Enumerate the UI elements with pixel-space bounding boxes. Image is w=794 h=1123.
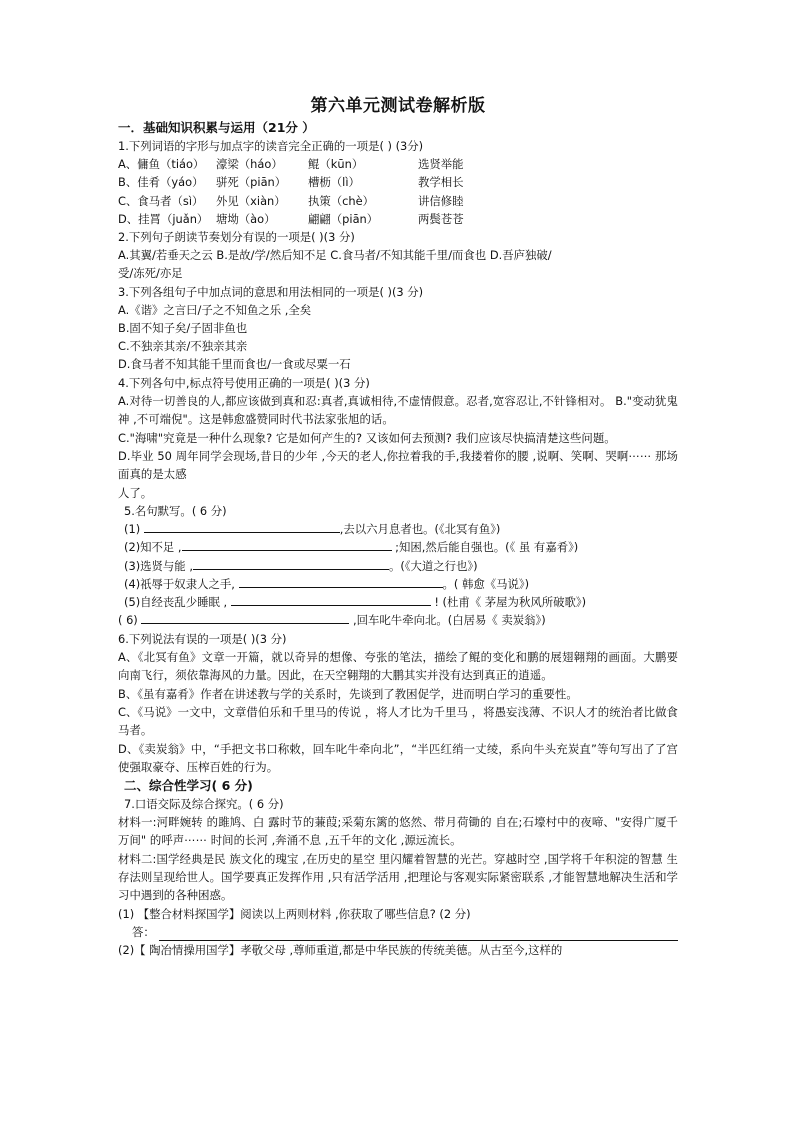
q3-option-b: B.固不知子矣/子固非鱼也 [118,321,248,336]
q1-option-cell: 外见（xiàn） [216,193,286,208]
q1-options [118,155,678,228]
q5-6-blank[interactable] [141,611,349,624]
q1-option-cell: 翩翩（piān） [308,211,379,226]
section-2-heading: 二、综合性学习( 6 分) [124,777,253,793]
q5-2-source: ;知困,然后能自强也。(《 虽 有嘉肴》) [391,540,579,555]
q1-stem: 1.下列词语的字形与加点字的读音完全正确的一项是( ) (3分) [118,139,424,153]
q5-line-4 [118,575,678,593]
exam-page [118,96,678,959]
q7-material-1: 材料一:河畔婉转 的雎鸠、白 露时节的蒹葭;采菊东篱的悠然、带月荷锄的 自在;石壕村中的夜啼、"安得广厦千万间" 的呼声⋯⋯ 时间的长河 ,奔涌不息 ,五千年的文化 ,源远流长。 [118,814,678,848]
q1-option-cell: A、傭鱼（tiáo） [118,157,205,172]
q7-stem: 7.口语交际及综合探究。( 6 分) [124,796,284,811]
q5-4-blank[interactable] [239,575,443,588]
q1-option-cell: C、食马者（sì） [118,193,204,208]
q6-option-c: C、《马说》一文中，文章借伯乐和千里马的传说 ，将人才比为千里马 ，将愚妄浅薄、不识人才的统治者比做食马者。 [118,704,678,738]
q5-6-source: ,回车叱牛牵向北。(白居易《 卖炭翁》) [349,613,546,628]
q1-option-cell: 执策（chè） [308,193,375,208]
q1-option-cell: B、佳肴（yáo） [118,175,204,190]
q1-option-cell: 濠梁（háo） [216,157,283,172]
q5-line-5 [118,593,678,611]
q5-1-blank[interactable] [144,520,340,533]
q5-stem: 5.名句默写。( 6 分) [124,504,227,519]
q1-option-cell: 两鬓苍苍 [418,211,464,226]
q5-1-label: (1) [124,522,144,537]
q5-4-label: (4)祇辱于奴隶人之手, [124,576,239,591]
q6-option-d: D、《卖炭翁》中，“手把文书口称敕，回车叱牛牵向北”，“半匹红绡一丈绫，系向牛头充炭直”等句写出了了宫使强取豪夺、压榨百姓的行为。 [118,741,678,775]
q3-stem: 3.下列各组句子中加点词的意思和用法相同的一项是( )(3 分) [118,284,424,299]
q5-line-3 [118,557,678,575]
q3-option-a: A.《谐》之言曰/子之不知鱼之乐 ,全矣 [118,302,312,317]
q5-line-6 [118,611,678,629]
q1-option-cell: 骈死（piān） [216,175,287,190]
q1-option-row [118,155,678,173]
q5-2-blank[interactable] [182,538,392,551]
q5-6-label: ( 6) [118,613,142,628]
q1-option-cell: 塘坳（ào） [216,211,276,226]
q5-5-label: (5)自经丧乱少睡眠 , [124,595,231,610]
q1-option-row [118,173,678,191]
q1-option-cell: 讲信修睦 [418,193,464,208]
q6-option-b: B、《虽有嘉肴》作者在讲述教与学的关系时，先谈到了教困促学，进而明白学习的重要性。 [118,686,578,701]
q2-options-line2: 受/冻死/亦足 [118,266,183,281]
q3-option-c: C.不独亲其亲/不独亲其亲 [118,339,248,354]
q4-option-c: C."海啸"究竟是一种什么现象? 它是如何产生的? 又该如何去预测? 我们应该尽快搞清楚这些问题。 [118,430,616,445]
q5-line-2 [118,538,678,556]
q4-stem: 4.下列各句中,标点符号使用正确的一项是( )(3 分) [118,375,370,390]
q1-option-row [118,210,678,228]
q1-option-row [118,192,678,210]
q4-option-d: D.毕业 50 周年同学会现场,昔日的少年 ,今天的老人,你拉着我的手,我搂着你的腰 ,说啊、笑啊、哭啊⋯⋯ 那场面真的是太感 [118,449,678,482]
q7-answer-line [118,923,678,941]
q5-2-label: (2)知不足 , [124,540,182,555]
q7-material-2: 材料二:国学经典是民 族文化的瑰宝 ,在历史的星空 里闪耀着智慧的光芒。穿越时空 ,国学将千年积淀的智慧 生存法则呈现给世人。国学要真正发挥作用 ,只有活学活用 ,把理论与客观实际紧密联系 ,才能智慧地解决生活和学习中遇到的各种困惑。 [118,851,678,903]
q1-option-cell: 槽枥（lì） [308,175,360,190]
q5-3-blank[interactable] [193,557,389,570]
q2-stem: 2.下列句子朗读节奏划分有误的一项是( )(3 分) [118,230,355,245]
q5-3-label: (3)选贤与能 , [124,558,193,573]
answer-label: 答： [132,924,155,939]
q2-options-line1: A.其翼/若垂天之云 B.是故/学/然后知不足 C.食马者/不知其能千里/而食也 D.吾庐独破/ [118,248,552,263]
page-title: 第六单元测试卷解析版 [310,96,486,116]
q6-option-a: A、《北冥有鱼》文章一开篇，就以奇异的想像、夸张的笔法，描绘了鲲的变化和鹏的展翅翱翔的画面。大鹏要向南飞行，须依靠海风的力量。因此，在天空翱翔的大鹏其实并没有达到真正的逍遥。 [118,649,678,683]
q6-stem: 6.下列说法有误的一项是( )(3 分) [118,631,287,646]
q7-sub-1: (1) 【整合材料探国学】阅读以上两则材料 ,你获取了哪些信息? (2 分) [118,906,471,921]
q5-4-source: 。( 韩愈《马说》) [442,576,530,591]
q4-option-ab: A.对待一切善良的人,都应该做到真和忍:真者,真诚相待,不虚情假意。忍者,宽容忍让,不针锋相对。 B."变动犹鬼神 ,不可端倪"。这是韩愈盛赞同时代书法家张旭的话。 [118,393,678,427]
q1-option-cell: D、挂罥（juǎn） [118,211,209,226]
q5-5-blank[interactable] [231,593,431,606]
section-1-heading: 一．基础知识积累与运用（21分 ） [118,120,315,135]
q4-option-d-end: 人了。 [118,485,153,500]
q5-line-1 [118,520,678,538]
q5-1-source: ,去以六月息者也。(《北冥有鱼》) [339,522,501,537]
answer-blank[interactable] [159,928,678,941]
q5-5-source: ! (杜甫《 茅屋为秋风所破歌》) [430,595,587,610]
q7-sub-2: (2)【 陶冶情操用国学】孝敬父母 ,尊师重道,都是中华民族的传统美德。从古至今,这样的 [118,943,563,958]
q5-3-source: 。(《大道之行也》) [388,558,478,573]
q1-option-cell: 鲲（kūn） [308,157,364,172]
q1-option-cell: 选贤举能 [418,157,464,172]
q3-option-d: D.食马者不知其能千里而食也/一食或尽粟一石 [118,357,351,372]
q1-option-cell: 教学相长 [418,175,464,190]
